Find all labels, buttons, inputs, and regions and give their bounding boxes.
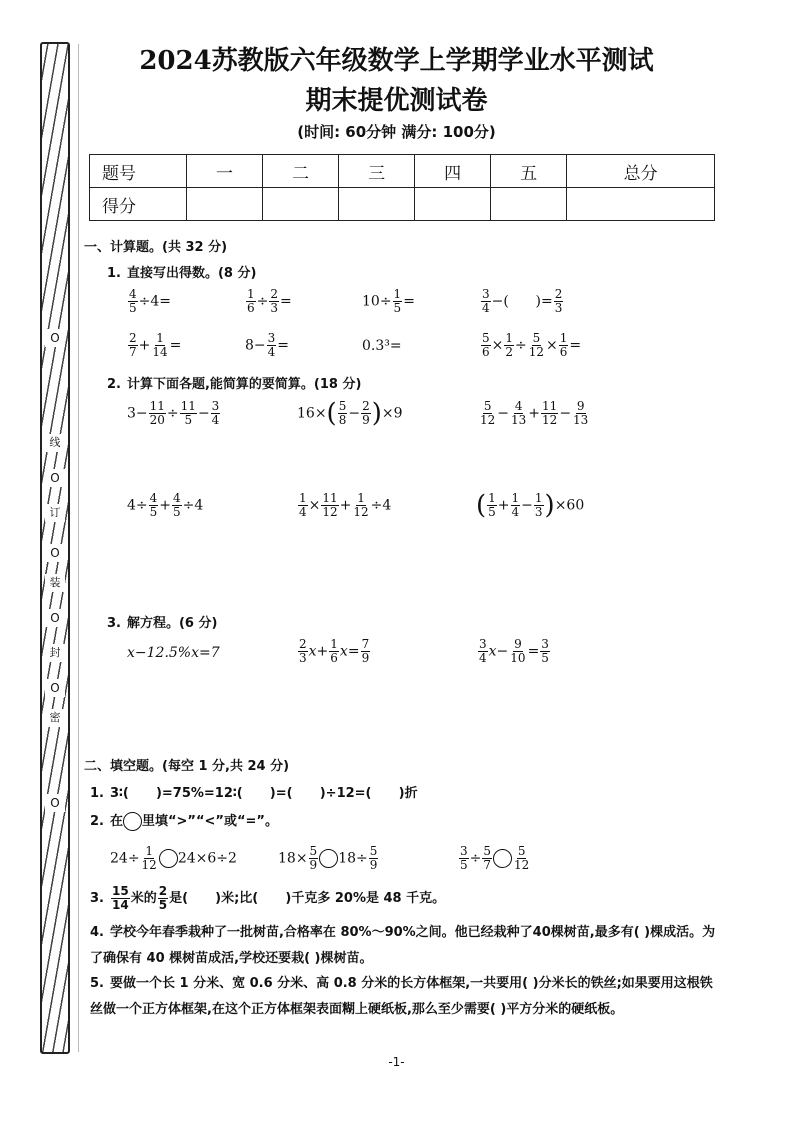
score-table-header-row <box>90 155 715 188</box>
question-block <box>90 920 722 972</box>
question-number: 1. <box>90 786 104 801</box>
fraction: $\frac{1}{12}$ <box>353 491 369 519</box>
math-expression: $\frac{3}{4}$ −( )= $\frac{2}{3}$ <box>482 287 563 315</box>
question-text: 解方程。(6 分) <box>126 616 218 631</box>
fraction: $\frac{5}{12}$ <box>528 331 545 359</box>
math-expression: 3− $\frac{11}{20}$ ÷ $\frac{11}{5}$ − $\frac{3}{4}$ <box>127 399 220 427</box>
question-number: 2. <box>90 814 104 829</box>
fraction: $\frac{1}{5}$ <box>393 287 402 315</box>
score-table-cell: 五 <box>491 155 567 188</box>
binding-hole: O <box>45 469 65 487</box>
fraction: $\frac{2}{5}$ <box>158 884 168 912</box>
fraction: $\frac{3}{4}$ <box>482 287 490 315</box>
compare-circle[interactable] <box>159 849 178 868</box>
comparison-expression: 24÷ $\frac{1}{12}$ 24×6÷2 <box>110 844 237 872</box>
fraction: $\frac{1}{3}$ <box>534 491 543 519</box>
exam-meta: (时间: 60分钟 满分: 100分) <box>297 123 496 141</box>
fraction: $\frac{4}{5}$ <box>149 491 158 519</box>
fraction: $\frac{1}{14}$ <box>152 331 168 359</box>
question-number: 1. <box>107 266 121 281</box>
fraction: $\frac{1}{2}$ <box>505 331 514 359</box>
fraction: $\frac{5}{8}$ <box>338 399 347 427</box>
fraction: $\frac{15}{14}$ <box>111 884 129 912</box>
score-input-cell[interactable] <box>567 188 715 221</box>
fraction: $\frac{4}{5}$ <box>129 287 137 315</box>
fraction: $\frac{1}{4}$ <box>299 491 307 519</box>
question-number: 5. <box>90 976 104 991</box>
fraction: $\frac{2}{3}$ <box>554 287 563 315</box>
fraction: $\frac{3}{4}$ <box>267 331 276 359</box>
binding-strip <box>40 42 70 1054</box>
fraction: $\frac{1}{6}$ <box>247 287 255 315</box>
binding-hole: O <box>45 329 65 347</box>
question-text: 里填“>”“<”或“=”。 <box>142 814 278 829</box>
fraction: $\frac{1}{4}$ <box>511 491 520 519</box>
score-input-cell[interactable] <box>263 188 339 221</box>
score-table-cell: 二 <box>263 155 339 188</box>
math-expression: 16×( $\frac{5}{8}$ − $\frac{2}{9}$ )×9 <box>297 398 403 429</box>
question-block <box>90 971 722 1023</box>
fraction: $\frac{3}{4}$ <box>211 399 220 427</box>
fraction: $\frac{3}{5}$ <box>460 844 468 872</box>
score-table-cell: 三 <box>339 155 415 188</box>
question-text: 米的 <box>130 891 157 906</box>
fraction: $\frac{5}{9}$ <box>369 844 378 872</box>
fraction: $\frac{11}{5}$ <box>180 399 196 427</box>
fraction: $\frac{11}{12}$ <box>542 399 558 427</box>
fraction: $\frac{5}{12}$ <box>480 399 496 427</box>
fraction: $\frac{2}{7}$ <box>129 331 137 359</box>
comparison-expression: 18× $\frac{5}{9}$ 18÷ $\frac{5}{9}$ <box>278 844 378 872</box>
score-input-cell[interactable] <box>415 188 491 221</box>
compare-circle[interactable] <box>319 849 338 868</box>
question-heading <box>90 810 278 831</box>
math-expression: $\frac{1}{4}$ × $\frac{11}{12}$ + $\frac{1}{12}$ ÷4 <box>299 491 392 519</box>
fraction: $\frac{1}{5}$ <box>488 491 496 519</box>
fraction: $\frac{9}{13}$ <box>573 399 589 427</box>
score-table-cell: 题号 <box>90 155 187 188</box>
equation: $\frac{2}{3}$ x+ $\frac{1}{6}$ x= $\frac{7}{9}$ <box>299 637 370 665</box>
math-expression: 8− $\frac{3}{4}$ = <box>245 331 290 359</box>
question-number: 3. <box>90 891 104 906</box>
math-expression: $\frac{1}{6}$ ÷ $\frac{2}{3}$ = <box>247 287 292 315</box>
fraction: $\frac{5}{9}$ <box>309 844 318 872</box>
question-heading <box>107 373 361 392</box>
binding-hole: O <box>45 679 65 697</box>
binding-mark: 封 <box>45 644 65 662</box>
question-text: 3∶( )=75%=12∶( )=( )÷12=( )折 <box>109 786 418 801</box>
math-expression: 0.3³= <box>362 338 402 354</box>
fraction: $\frac{4}{5}$ <box>173 491 181 519</box>
page-title: 2024苏教版六年级数学上学期学业水平测试 <box>139 46 654 76</box>
score-input-cell[interactable] <box>187 188 263 221</box>
fraction: $\frac{1}{6}$ <box>330 637 338 665</box>
comparison-expression: $\frac{3}{5}$ ÷ $\frac{5}{7}$ $\frac{5}{12}$ <box>460 844 530 872</box>
question-heading <box>90 782 418 801</box>
score-table-score-row <box>90 188 715 221</box>
fraction: $\frac{7}{9}$ <box>361 637 370 665</box>
math-expression: $\frac{2}{7}$ + $\frac{1}{14}$ = <box>129 331 182 359</box>
question-number: 2. <box>107 377 121 392</box>
binding-mark: 线 <box>45 434 65 452</box>
question-heading <box>90 885 445 912</box>
fraction: $\frac{11}{12}$ <box>322 491 338 519</box>
equation: $\frac{3}{4}$ x− $\frac{9}{10}$ = $\frac{3}{5}$ <box>479 637 549 665</box>
equation: x−12.5%x=7 <box>127 645 220 661</box>
fraction: $\frac{1}{6}$ <box>559 331 568 359</box>
page-number: -1- <box>388 1055 405 1069</box>
question-text: 学校今年春季栽种了一批树苗,合格率在 80%～90%之间。他已经栽种了40棵树苗,最多有( )棵成活。为了确保有 40 棵树苗成活,学校还要栽( )棵树苗。 <box>90 925 716 966</box>
math-expression: 4÷ $\frac{4}{5}$ + $\frac{4}{5}$ ÷4 <box>127 491 204 519</box>
score-input-cell[interactable] <box>491 188 567 221</box>
page-subtitle: 期末提优测试卷 <box>305 86 488 116</box>
math-expression: 10÷ $\frac{1}{5}$ = <box>362 287 415 315</box>
binding-hole: O <box>45 609 65 627</box>
fraction: $\frac{5}{12}$ <box>514 844 530 872</box>
binding-hole: O <box>45 794 65 812</box>
question-heading <box>107 612 217 631</box>
question-text: 直接写出得数。(8 分) <box>126 266 257 281</box>
question-text: 要做一个长 1 分米、宽 0.6 分米、高 0.8 分米的长方体框架,一共要用( )分米长的铁丝;如果要用这根铁丝做一个正方体框架,在这个正方体框架表面糊上硬纸板,那么至少需要( )平方分米的硬纸板。 <box>90 976 713 1017</box>
binding-mark: 订 <box>45 504 65 522</box>
fraction: $\frac{3}{4}$ <box>479 637 487 665</box>
score-table-cell: 一 <box>187 155 263 188</box>
binding-mark: 密 <box>45 709 65 727</box>
question-heading <box>107 262 256 281</box>
fraction: $\frac{11}{20}$ <box>149 399 165 427</box>
binding-hole: O <box>45 544 65 562</box>
fraction: $\frac{5}{7}$ <box>483 844 492 872</box>
question-text: 在 <box>109 814 123 829</box>
fraction: $\frac{5}{6}$ <box>482 331 490 359</box>
question-text: 是( )米;比( )千克多 20%是 48 千克。 <box>169 891 446 906</box>
score-input-cell[interactable] <box>339 188 415 221</box>
fraction: $\frac{2}{9}$ <box>362 399 370 427</box>
fraction: $\frac{4}{13}$ <box>511 399 527 427</box>
question-number: 3. <box>107 616 121 631</box>
math-expression: $\frac{4}{5}$ ÷4= <box>129 287 172 315</box>
question-number: 4. <box>90 925 104 940</box>
question-text: 计算下面各题,能简算的要简算。(18 分) <box>126 377 362 392</box>
fraction: $\frac{3}{5}$ <box>541 637 549 665</box>
fraction: $\frac{1}{12}$ <box>141 844 157 872</box>
section-title: 一、计算题。(共 32 分) <box>84 240 228 255</box>
math-expression: $\frac{5}{12}$ − $\frac{4}{13}$ + $\frac{11}{12}$ − $\frac{9}{13}$ <box>480 399 589 427</box>
binding-mark: 装 <box>45 574 65 592</box>
score-table-cell: 四 <box>415 155 491 188</box>
score-table-cell: 得分 <box>90 188 187 221</box>
circle-blank-icon <box>123 812 142 831</box>
divider-line <box>78 44 79 1052</box>
fraction: $\frac{2}{3}$ <box>270 287 279 315</box>
math-expression: ( $\frac{1}{5}$ + $\frac{1}{4}$ − $\frac{1}{3}$ )×60 <box>476 490 585 521</box>
fraction: $\frac{9}{10}$ <box>510 637 526 665</box>
score-table <box>89 154 715 221</box>
compare-circle[interactable] <box>493 849 512 868</box>
score-table-cell: 总分 <box>567 155 715 188</box>
section-title: 二、填空题。(每空 1 分,共 24 分) <box>84 759 290 774</box>
math-expression: $\frac{5}{6}$ × $\frac{1}{2}$ ÷ $\frac{5}{12}$ × $\frac{1}{6}$ = <box>482 331 582 359</box>
fraction: $\frac{2}{3}$ <box>299 637 307 665</box>
